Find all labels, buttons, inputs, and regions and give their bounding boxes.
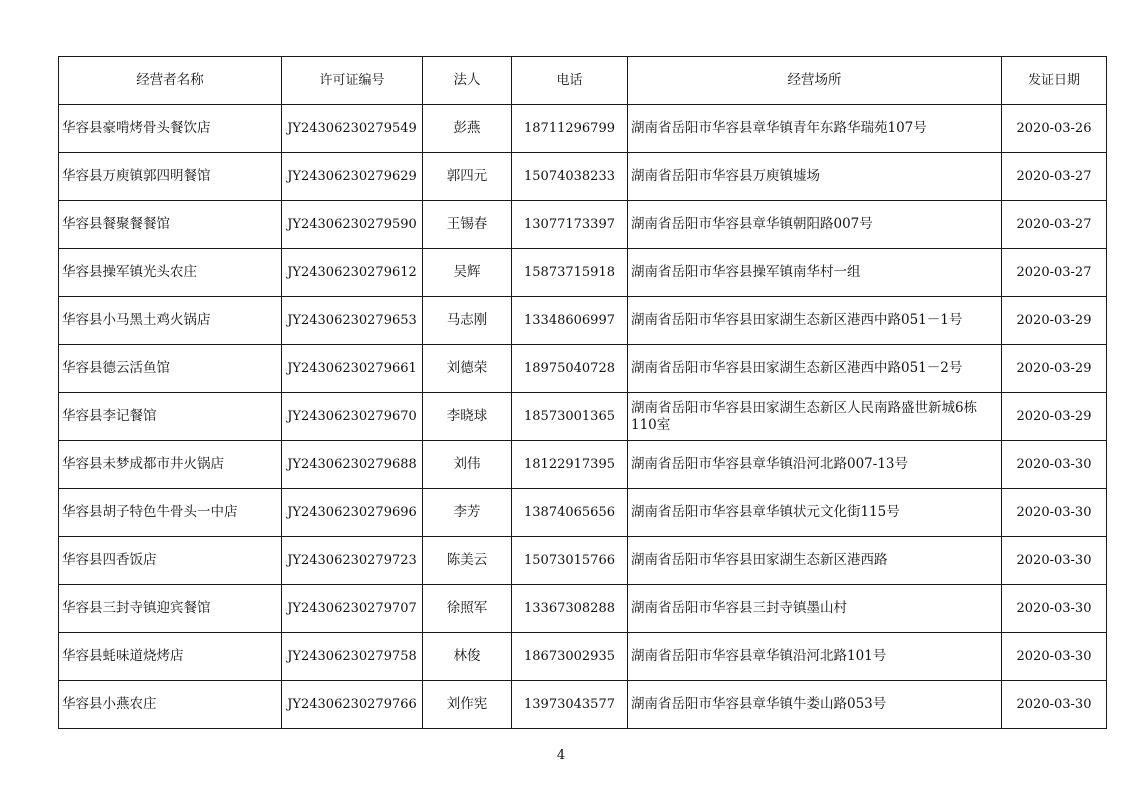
cell-issue-date: 2020-03-29	[1002, 393, 1107, 441]
cell-phone: 13973043577	[512, 681, 628, 729]
cell-address: 湖南省岳阳市华容县章华镇牛娄山路053号	[628, 681, 1002, 729]
cell-operator-name: 华容县李记餐馆	[59, 393, 282, 441]
page-number: 4	[556, 748, 566, 763]
cell-issue-date: 2020-03-27	[1002, 201, 1107, 249]
table-row	[59, 681, 1107, 729]
cell-issue-date: 2020-03-30	[1002, 489, 1107, 537]
cell-issue-date: 2020-03-30	[1002, 633, 1107, 681]
cell-legal-rep: 刘德荣	[423, 345, 512, 393]
header-license-number: 许可证编号	[282, 57, 423, 105]
cell-phone: 13874065656	[512, 489, 628, 537]
cell-phone: 18975040728	[512, 345, 628, 393]
cell-address: 湖南省岳阳市华容县万庾镇墟场	[628, 153, 1002, 201]
cell-phone: 18122917395	[512, 441, 628, 489]
cell-issue-date: 2020-03-29	[1002, 297, 1107, 345]
cell-phone: 13077173397	[512, 201, 628, 249]
cell-legal-rep: 李晓球	[423, 393, 512, 441]
cell-address: 湖南省岳阳市华容县章华镇朝阳路007号	[628, 201, 1002, 249]
cell-issue-date: 2020-03-29	[1002, 345, 1107, 393]
cell-phone: 18673002935	[512, 633, 628, 681]
cell-address: 湖南省岳阳市华容县操军镇南华村一组	[628, 249, 1002, 297]
cell-legal-rep: 刘作宪	[423, 681, 512, 729]
cell-license-number: JY24306230279670	[282, 393, 423, 441]
cell-address: 湖南省岳阳市华容县田家湖生态新区港西中路051－2号	[628, 345, 1002, 393]
cell-operator-name: 华容县未梦成都市井火锅店	[59, 441, 282, 489]
table-header	[59, 57, 1107, 105]
table-row	[59, 489, 1107, 537]
cell-phone: 15073015766	[512, 537, 628, 585]
cell-legal-rep: 王锡春	[423, 201, 512, 249]
table-row	[59, 105, 1107, 153]
cell-phone: 13348606997	[512, 297, 628, 345]
cell-operator-name: 华容县小马黑土鸡火锅店	[59, 297, 282, 345]
cell-operator-name: 华容县餐聚餐餐馆	[59, 201, 282, 249]
cell-legal-rep: 李芳	[423, 489, 512, 537]
cell-legal-rep: 林俊	[423, 633, 512, 681]
table-row	[59, 537, 1107, 585]
cell-license-number: JY24306230279723	[282, 537, 423, 585]
cell-issue-date: 2020-03-27	[1002, 153, 1107, 201]
cell-legal-rep: 徐照军	[423, 585, 512, 633]
table-row	[59, 201, 1107, 249]
cell-address: 湖南省岳阳市华容县田家湖生态新区人民南路盛世新城6栋110室	[628, 393, 1002, 441]
cell-license-number: JY24306230279629	[282, 153, 423, 201]
table-row	[59, 297, 1107, 345]
cell-issue-date: 2020-03-30	[1002, 585, 1107, 633]
cell-license-number: JY24306230279549	[282, 105, 423, 153]
cell-address: 湖南省岳阳市华容县章华镇沿河北路101号	[628, 633, 1002, 681]
cell-phone: 15074038233	[512, 153, 628, 201]
cell-legal-rep: 陈美云	[423, 537, 512, 585]
cell-phone: 18573001365	[512, 393, 628, 441]
cell-phone: 15873715918	[512, 249, 628, 297]
header-phone: 电话	[512, 57, 628, 105]
cell-address: 湖南省岳阳市华容县章华镇状元文化街115号	[628, 489, 1002, 537]
cell-operator-name: 华容县操军镇光头农庄	[59, 249, 282, 297]
cell-legal-rep: 吴辉	[423, 249, 512, 297]
table-row	[59, 393, 1107, 441]
table-row	[59, 633, 1107, 681]
cell-issue-date: 2020-03-27	[1002, 249, 1107, 297]
header-legal-rep: 法人	[423, 57, 512, 105]
cell-operator-name: 华容县蚝味道烧烤店	[59, 633, 282, 681]
cell-address: 湖南省岳阳市华容县章华镇沿河北路007-13号	[628, 441, 1002, 489]
header-address: 经营场所	[628, 57, 1002, 105]
cell-license-number: JY24306230279653	[282, 297, 423, 345]
cell-license-number: JY24306230279612	[282, 249, 423, 297]
cell-legal-rep: 郭四元	[423, 153, 512, 201]
cell-issue-date: 2020-03-26	[1002, 105, 1107, 153]
table-row	[59, 585, 1107, 633]
cell-address: 湖南省岳阳市华容县三封寺镇墨山村	[628, 585, 1002, 633]
cell-license-number: JY24306230279758	[282, 633, 423, 681]
cell-address: 湖南省岳阳市华容县田家湖生态新区港西路	[628, 537, 1002, 585]
cell-operator-name: 华容县三封寺镇迎宾餐馆	[59, 585, 282, 633]
cell-phone: 13367308288	[512, 585, 628, 633]
cell-license-number: JY24306230279766	[282, 681, 423, 729]
cell-phone: 18711296799	[512, 105, 628, 153]
cell-operator-name: 华容县万庾镇郭四明餐馆	[59, 153, 282, 201]
cell-legal-rep: 刘伟	[423, 441, 512, 489]
header-operator-name: 经营者名称	[59, 57, 282, 105]
cell-operator-name: 华容县德云活鱼馆	[59, 345, 282, 393]
cell-legal-rep: 马志刚	[423, 297, 512, 345]
cell-license-number: JY24306230279661	[282, 345, 423, 393]
document-page	[58, 56, 1092, 729]
table-row	[59, 345, 1107, 393]
cell-license-number: JY24306230279590	[282, 201, 423, 249]
permit-table	[58, 56, 1107, 729]
cell-legal-rep: 彭燕	[423, 105, 512, 153]
header-row	[59, 57, 1107, 105]
cell-operator-name: 华容县豪啃烤骨头餐饮店	[59, 105, 282, 153]
table-row	[59, 441, 1107, 489]
header-issue-date: 发证日期	[1002, 57, 1107, 105]
cell-operator-name: 华容县四香饭店	[59, 537, 282, 585]
cell-operator-name: 华容县小燕农庄	[59, 681, 282, 729]
cell-issue-date: 2020-03-30	[1002, 537, 1107, 585]
cell-license-number: JY24306230279696	[282, 489, 423, 537]
table-row	[59, 153, 1107, 201]
cell-issue-date: 2020-03-30	[1002, 441, 1107, 489]
cell-address: 湖南省岳阳市华容县田家湖生态新区港西中路051－1号	[628, 297, 1002, 345]
cell-license-number: JY24306230279707	[282, 585, 423, 633]
table-body	[59, 105, 1107, 729]
cell-address: 湖南省岳阳市华容县章华镇青年东路华瑞苑107号	[628, 105, 1002, 153]
cell-issue-date: 2020-03-30	[1002, 681, 1107, 729]
table-row	[59, 249, 1107, 297]
cell-operator-name: 华容县胡子特色牛骨头一中店	[59, 489, 282, 537]
cell-license-number: JY24306230279688	[282, 441, 423, 489]
